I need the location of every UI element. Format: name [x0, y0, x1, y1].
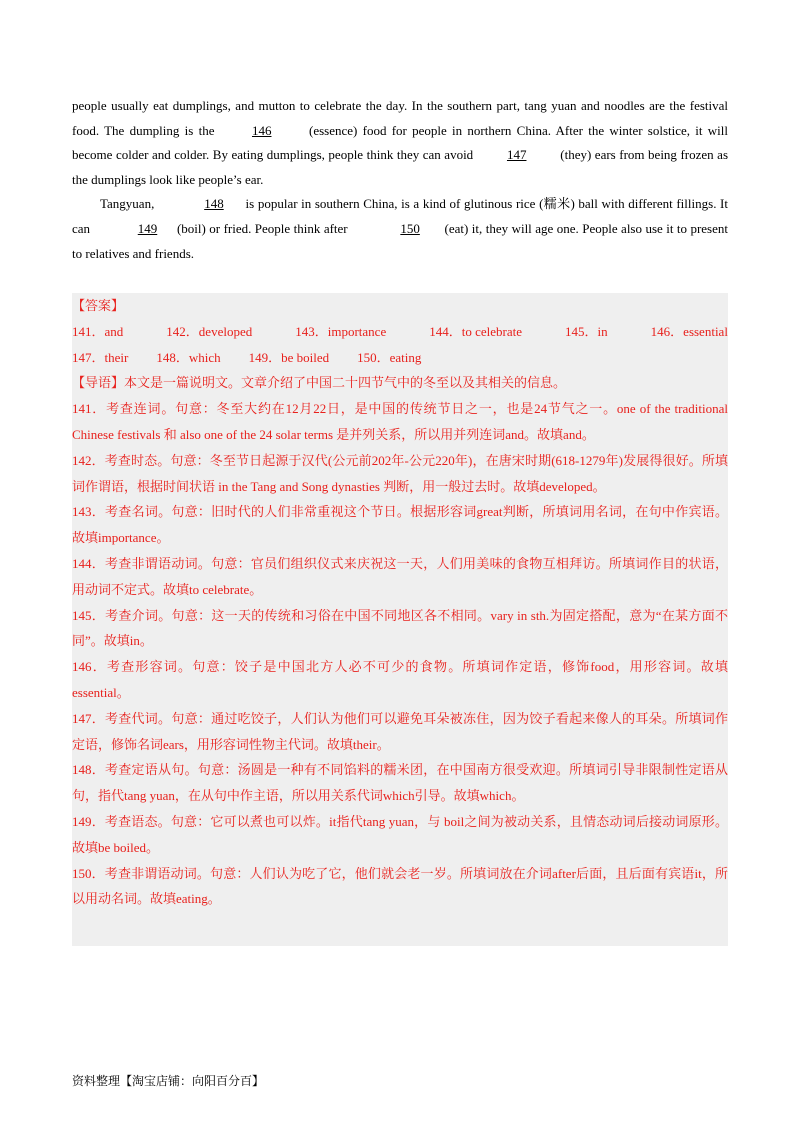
explanations: [72, 396, 728, 912]
passage-text: Tangyuan,: [100, 196, 155, 212]
explanation-item: 141．考查连词。句意：冬至大约在12月22日，是中国的传统节日之一，也是24节气之一。one of the traditional Chinese festivals 和 also one of the 24 solar terms 是并列关系，所以用并列连词and。故填and。: [72, 401, 728, 442]
explanation-item: 143．考查名词。句意：旧时代的人们非常重视这个节日。根据形容词great判断，所填词用名词，在句中作宾语。故填importance。: [72, 504, 728, 546]
explanation-item: 144．考查非谓语动词。句意：官员们组织仪式来庆祝这一天，人们用美味的食物互相拜访。所填词作目的状语，用动词不定式。故填to celebrate。: [72, 555, 728, 597]
passage-text: is popular in southern China, is a kind of glutinous rice (糯米) ball with different fillings. It can: [72, 196, 728, 236]
blank-148: 148: [204, 196, 224, 212]
passage-text: (essence) food for people in northern China. After the winter solstice, it will become colder and colder. By eating dumplings, people think they can avoid: [72, 122, 729, 163]
explanation-item: 147．考查代词。句意：通过吃饺子，人们认为他们可以避免耳朵被冻住，因为饺子看起来像人的耳朵。所填词作定语，修饰名词ears，用形容词性物主代词。故填their。: [72, 710, 728, 752]
answer-row-1: [72, 319, 728, 345]
answer-item: 145．in: [565, 323, 608, 339]
blank-150: 150: [400, 220, 420, 236]
explanation-item: 145．考查介词。句意：这一天的传统和习俗在中国不同地区各不相同。vary in sth.为固定搭配，意为“在某方面不同”。故填in。: [72, 607, 728, 649]
explanation-item: 148．考查定语从句。句意：汤圆是一种有不同馅料的糯米团，在中国南方很受欢迎。所填词引导非限制性定语从句，指代tang yuan，在从句中作主语，所以用关系代词which引导。故填which。: [72, 762, 728, 804]
guide-text: 【导语】本文是一篇说明文。文章介绍了中国二十四节气中的冬至以及其相关的信息。: [72, 375, 567, 391]
answer-heading: 【答案】: [72, 298, 125, 313]
explanation-item: 150．考查非谓语动词。句意：人们认为吃了它，他们就会老一岁。所填词放在介词after后面，且后面有宾语it，所以用动名词。故填eating。: [72, 865, 728, 907]
explanation-item: 146．考查形容词。句意：饺子是中国北方人必不可少的食物。所填词作定语，修饰food，用形容词。故填essential。: [72, 659, 728, 700]
passage-text: (they) ears from being frozen as the dumplings look like people’s ear.: [72, 147, 729, 187]
answer-item: 146．essential: [650, 323, 728, 339]
passage-text: (boil) or fried. People think after: [176, 220, 348, 236]
answer-item: 143．importance: [295, 323, 387, 339]
answer-item: 144．to celebrate: [429, 323, 523, 339]
passage-text: people usually eat dumplings, and mutton to celebrate the day. In the southern part, tang yuan and noodles are the festival food. The dumpling is the: [72, 98, 728, 138]
blank-147: 147: [506, 147, 527, 163]
blank-149: 149: [137, 220, 158, 236]
footer-source: 资料整理【淘宝店铺：向阳百分百】: [72, 1074, 265, 1088]
answer-item: 147．their: [72, 349, 129, 365]
answer-item: 148．which: [156, 349, 221, 365]
answer-row-2: [72, 345, 728, 371]
explanation-item: 149．考查语态。句意：它可以煮也可以炸。it指代tang yuan，与 boil之间为被动关系，且情态动词后接动词原形。故填be boiled。: [72, 813, 728, 855]
blank-146: 146: [251, 122, 272, 138]
passage: [72, 94, 728, 266]
answer-item: 150．eating: [357, 349, 422, 365]
answer-section: [72, 293, 728, 946]
passage-paragraph-2: [72, 192, 728, 266]
passage-paragraph-1: [72, 94, 728, 192]
answer-item: 149．be boiled: [248, 349, 330, 365]
explanation-item: 142．考查时态。句意：冬至节日起源于汉代(公元前202年-公元220年)，在唐宋时期(618-1279年)发展得很好。所填词作谓语，根据时间状语 in the Tang and Song dynasties 判断，用一般过去时。故填developed。: [72, 452, 728, 494]
answer-item: 142．developed: [166, 323, 253, 339]
answer-item: 141．and: [72, 323, 124, 339]
passage-text: (eat) it, they will age one. People also use it to present to relatives and friends.: [72, 220, 728, 261]
